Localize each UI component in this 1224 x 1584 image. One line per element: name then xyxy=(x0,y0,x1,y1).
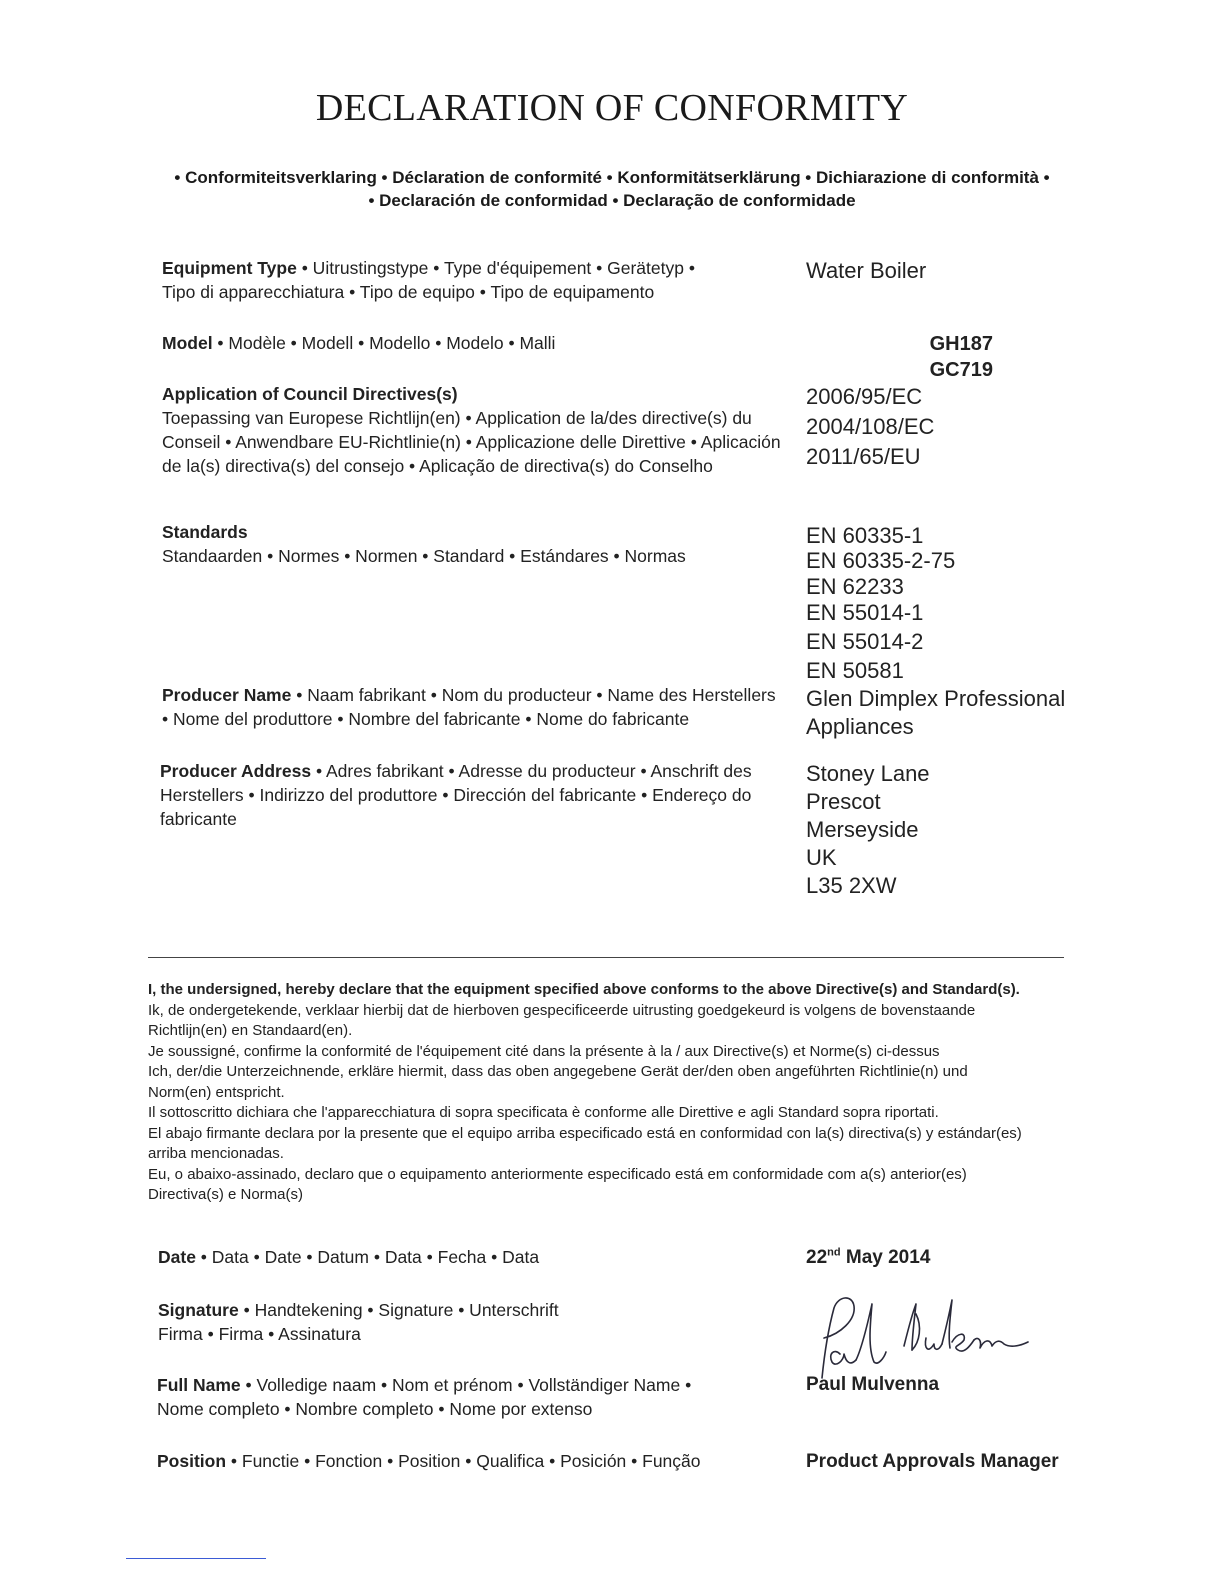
directives-label-bold: Application of Council Directives(s) xyxy=(162,384,458,404)
producer-address-label-translations: • Adres fabrikant • Adresse du producteur • Anschrift des xyxy=(311,761,752,781)
position-label-bold: Position xyxy=(157,1451,227,1471)
model-label xyxy=(162,331,782,355)
declaration-text xyxy=(148,980,1068,1206)
producer-name-value: Appliances xyxy=(806,714,914,739)
standard-value: EN 60335-1 xyxy=(806,523,924,548)
declaration-line: El abajo firmante declara por la presente que el equipo arriba especificado está en conformidad con la(s) directiva(s) y estándar(es) xyxy=(148,1124,1022,1142)
producer-name-value: Glen Dimplex Professional xyxy=(806,686,1066,711)
declaration-line: Norm(en) entspricht. xyxy=(148,1083,285,1101)
subtitle-line-2: • Declaración de conformidad • Declaração de conformidade xyxy=(368,191,856,210)
multilingual-subtitle xyxy=(120,166,1104,212)
model-label-translations: • Modèle • Modell • Modello • Modelo • Malli xyxy=(212,333,556,353)
address-line: L35 2XW xyxy=(806,873,897,898)
full-name-label-bold: Full Name xyxy=(157,1375,241,1395)
section-divider xyxy=(148,957,1064,958)
footnote-separator xyxy=(126,1558,266,1559)
address-line: Stoney Lane xyxy=(806,761,930,786)
equipment-type-label-line2: Tipo di apparecchiatura • Tipo de equipo • Tipo de equipamento xyxy=(162,282,655,302)
full-name-label-line2: Nome completo • Nombre completo • Nome por extenso xyxy=(157,1399,593,1419)
date-label-bold: Date xyxy=(158,1247,196,1267)
standards-label-line2: Standaarden • Normes • Normen • Standard • Estándares • Normas xyxy=(162,546,686,566)
model-value-1: GH187 xyxy=(929,333,993,355)
directives-label-line: Toepassing van Europese Richtlijn(en) • Application de la/des directive(s) du xyxy=(162,408,752,428)
date-value xyxy=(806,1247,930,1269)
declaration-line: Directiva(s) e Norma(s) xyxy=(148,1186,304,1203)
date-month-year: May 2014 xyxy=(840,1247,931,1268)
position-label-translations: • Functie • Fonction • Position • Qualifica • Posición • Função xyxy=(226,1451,701,1471)
address-line: Prescot xyxy=(806,789,881,814)
producer-name-label-bold: Producer Name xyxy=(162,685,292,705)
standard-value: EN 60335-2-75 xyxy=(806,548,956,573)
directives-label-line: Conseil • Anwendbare EU-Richtlinie(n) • Applicazione delle Direttive • Aplicación xyxy=(162,432,781,452)
equipment-type-value: Water Boiler xyxy=(806,258,927,283)
standard-value: EN 50581 xyxy=(806,658,904,683)
producer-name-label-line2: • Nome del produttore • Nombre del fabricante • Nome do fabricante xyxy=(162,709,690,729)
full-name-label-translations: • Volledige naam • Nom et prénom • Vollständiger Name • xyxy=(240,1375,692,1395)
subtitle-line-1: • Conformiteitsverklaring • Déclaration de conformité • Konformitätserklärung • Dichiarazione di conformità • xyxy=(174,168,1050,187)
directive-value: 2011/65/EU xyxy=(806,444,921,469)
directive-value: 2004/108/EC xyxy=(806,414,935,439)
equipment-type-label-bold: Equipment Type xyxy=(162,258,297,278)
producer-address-label xyxy=(160,759,790,831)
declaration-line: Ich, der/die Unterzeichnende, erkläre hiermit, dass das oben angegebene Gerät der/den oben angeführten Richtlinie(n) und xyxy=(148,1063,968,1080)
full-name-label xyxy=(157,1373,691,1421)
directives-label xyxy=(162,382,792,478)
position-label xyxy=(157,1449,701,1473)
address-line: UK xyxy=(806,845,837,870)
directives-label-line: de la(s) directiva(s) del consejo • Aplicação de directiva(s) do Conselho xyxy=(162,456,713,476)
standards-label xyxy=(162,520,782,568)
signature-label xyxy=(158,1298,559,1346)
model-value-2: GC719 xyxy=(929,359,993,381)
producer-address-label-line2: Herstellers • Indirizzo del produttore • Dirección del fabricante • Endereço do xyxy=(160,785,752,805)
full-name-value: Paul Mulvenna xyxy=(806,1374,940,1395)
standards-label-bold: Standards xyxy=(162,522,248,542)
model-label-bold: Model xyxy=(162,333,213,353)
signature-label-translations: • Handtekening • Signature • Unterschrift xyxy=(238,1300,559,1320)
declaration-line: arriba mencionadas. xyxy=(148,1145,284,1162)
signature-label-bold: Signature xyxy=(158,1300,239,1320)
producer-name-label xyxy=(162,683,802,731)
date-label-translations: • Data • Date • Datum • Data • Fecha • Data xyxy=(195,1247,540,1267)
declaration-line: Il sottoscritto dichiara che l'apparecchiatura di sopra specificata è conforme alle Direttive e agli Standard sopra riportati. xyxy=(148,1104,939,1121)
standard-value: EN 55014-1 xyxy=(806,600,924,625)
producer-name-label-translations: • Naam fabrikant • Nom du producteur • Name des Herstellers xyxy=(291,685,776,705)
document-title: DECLARATION OF CONFORMITY xyxy=(315,87,909,129)
producer-address-label-line3: fabricante xyxy=(160,809,237,829)
declaration-line: Eu, o abaixo-assinado, declaro que o equipamento anteriormente especificado está em conformidade com a(s) anterior(es) xyxy=(148,1165,967,1183)
declaration-english: I, the undersigned, hereby declare that the equipment specified above conforms to the above Directive(s) and Standard(s). xyxy=(148,981,1020,998)
date-label xyxy=(158,1245,539,1269)
date-ordinal-suffix: nd xyxy=(827,1246,841,1259)
position-value: Product Approvals Manager xyxy=(806,1451,1059,1472)
standard-value: EN 62233 xyxy=(806,574,904,599)
equipment-type-label-translations: • Uitrustingstype • Type d'équipement • Gerätetyp • xyxy=(296,258,695,278)
date-day: 22 xyxy=(806,1247,828,1268)
signature-label-line2: Firma • Firma • Assinatura xyxy=(158,1324,361,1344)
declaration-line: Ik, de ondergetekende, verklaar hierbij dat de hierboven gespecificeerde uitrusting goedgekeurd is volgens de bovenstaande xyxy=(148,1001,976,1019)
directive-value: 2006/95/EC xyxy=(806,384,923,409)
producer-address-label-bold: Producer Address xyxy=(160,761,312,781)
standard-value: EN 55014-2 xyxy=(806,629,924,654)
equipment-type-label xyxy=(162,256,782,304)
address-line: Merseyside xyxy=(806,817,919,842)
declaration-line: Je soussigné, confirme la conformité de l'équipement cité dans la présente à la / aux Directive(s) et Norme(s) ci-dessus xyxy=(148,1042,940,1060)
handwritten-signature xyxy=(800,1292,1040,1382)
declaration-line: Richtlijn(en) en Standaard(en). xyxy=(148,1022,353,1039)
